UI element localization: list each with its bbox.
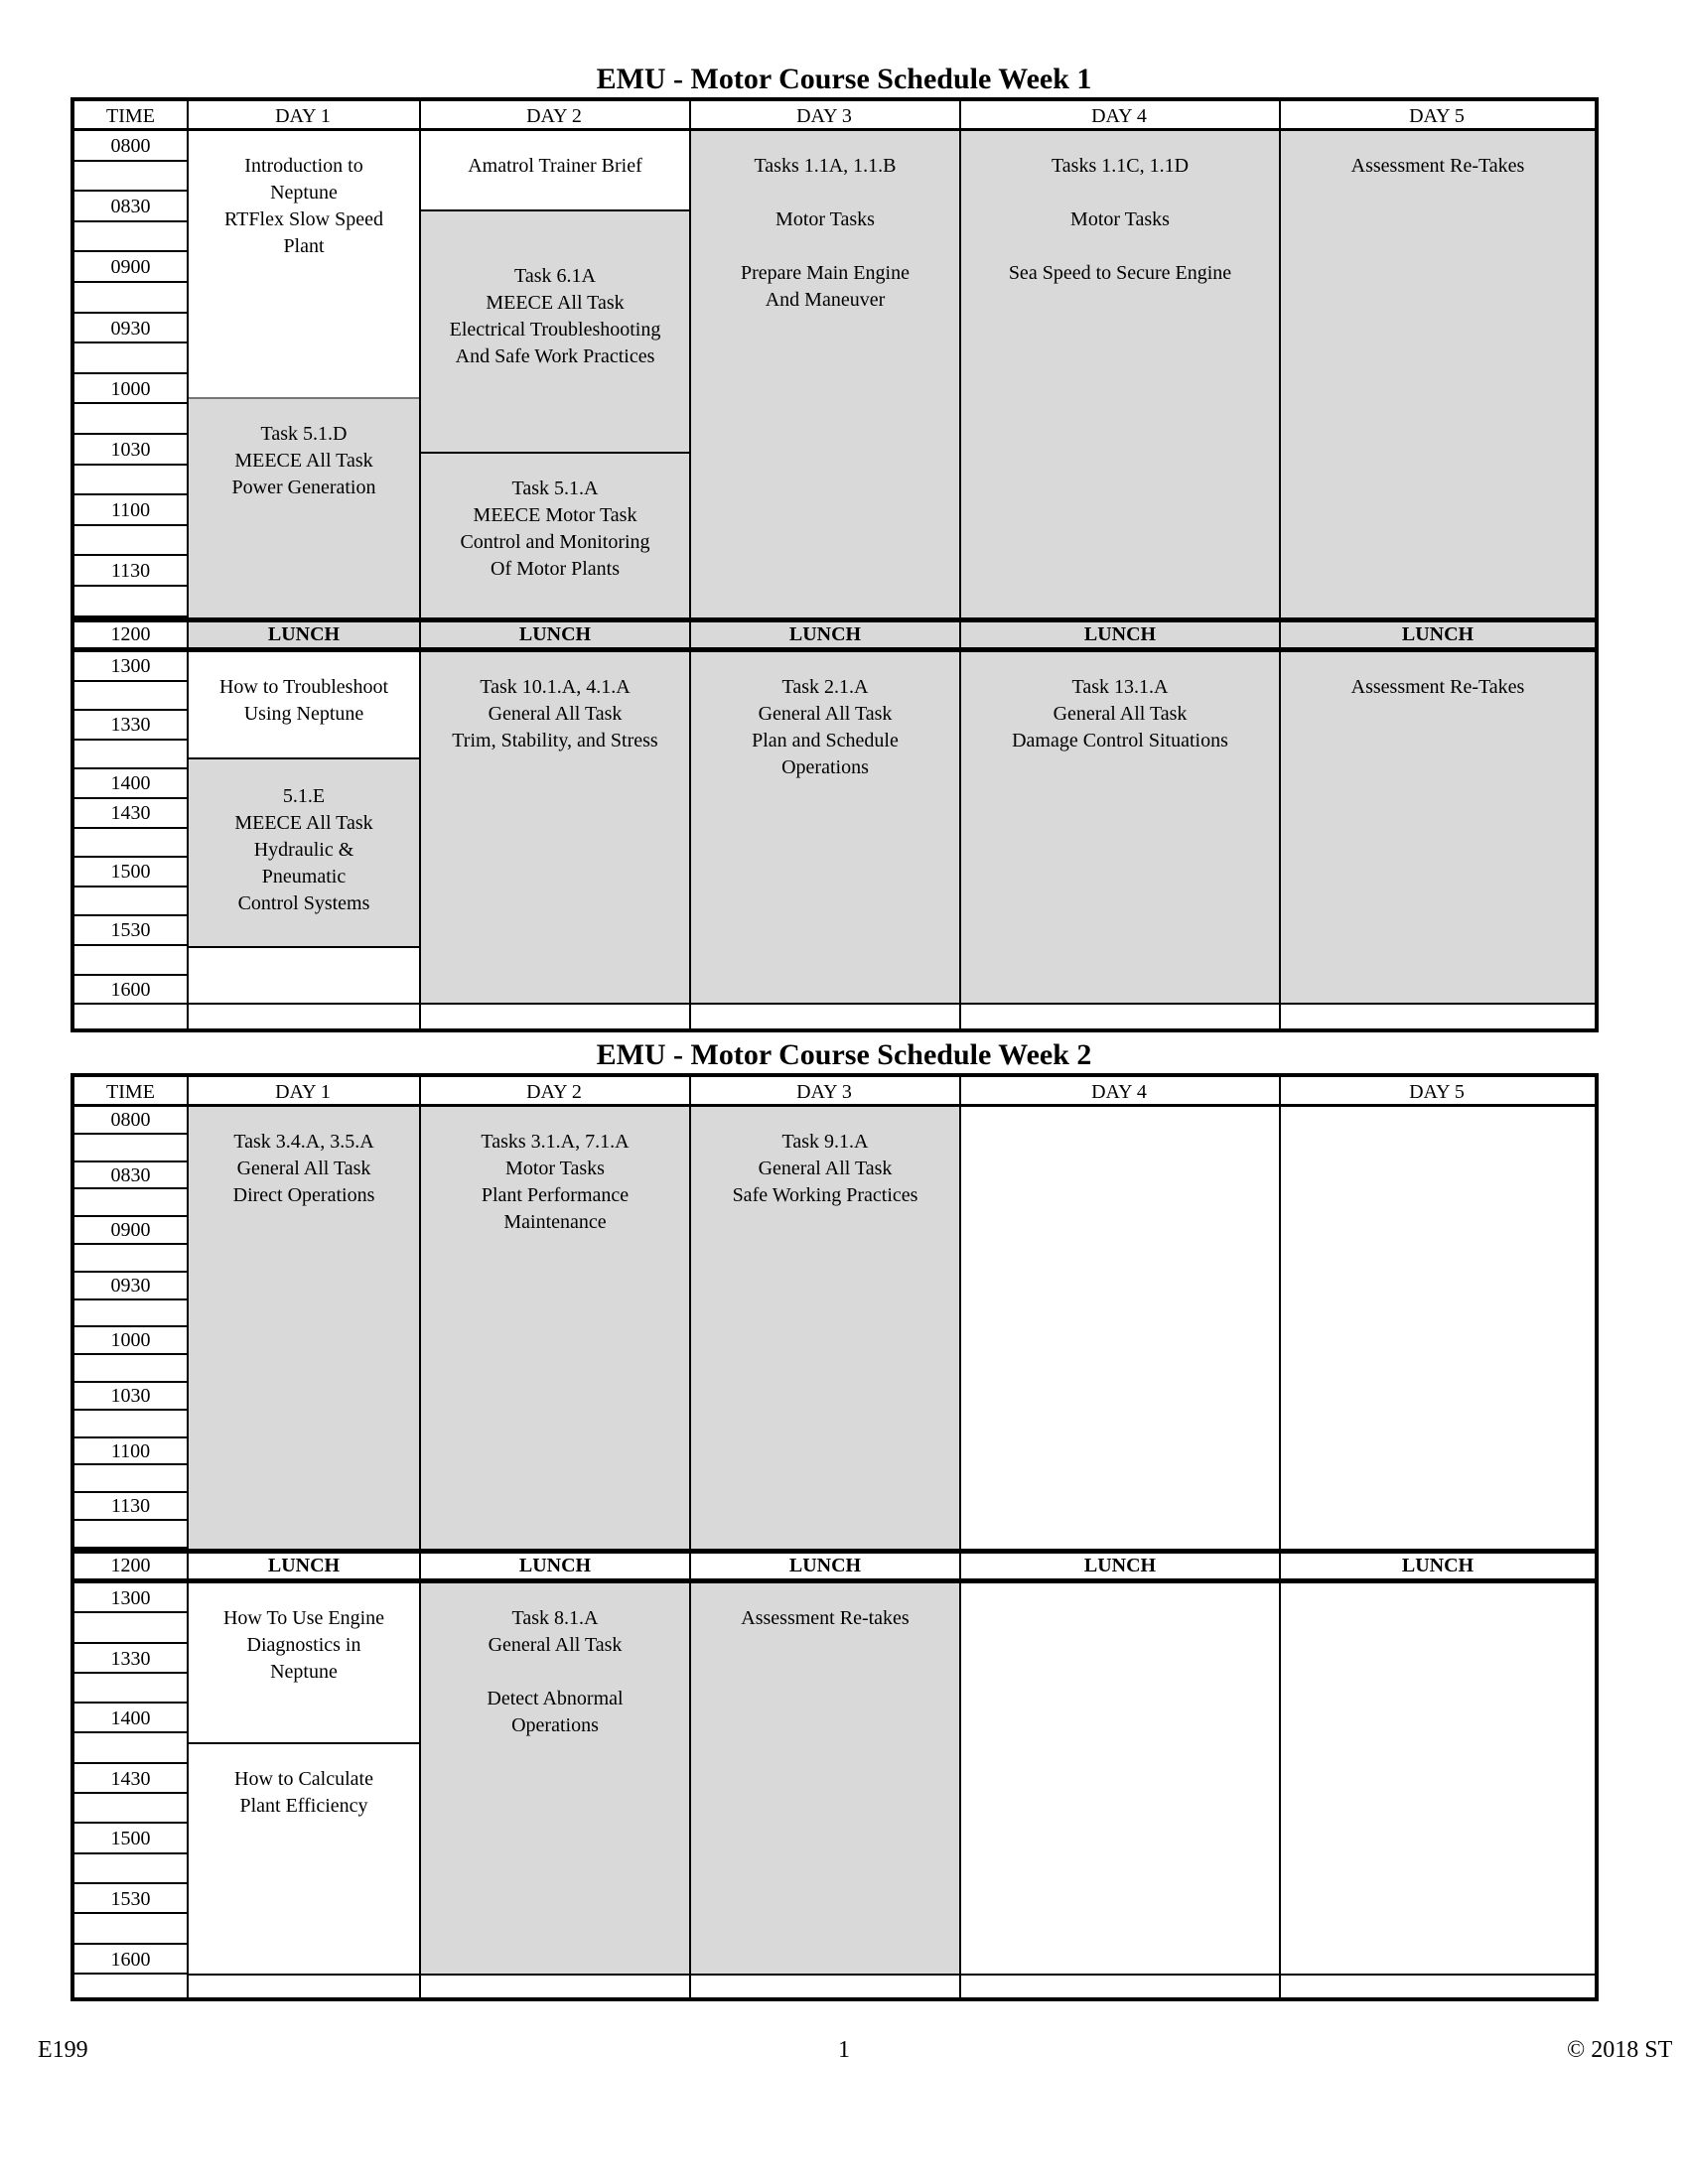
week2-day1-plant-efficiency bbox=[189, 1744, 419, 1976]
week2-day5-am bbox=[1281, 1107, 1595, 1549]
block-text: Tasks 1.1C, 1.1D Motor Tasks Sea Speed to Secure Engine bbox=[1008, 155, 1232, 284]
week2-day4-am bbox=[961, 1107, 1279, 1549]
col-divider bbox=[1279, 1077, 1281, 1997]
footer-doc-id: E199 bbox=[38, 2037, 88, 2063]
week1-day1-empty bbox=[189, 948, 419, 1003]
time-slot bbox=[74, 1300, 187, 1328]
time-slot: 1500 bbox=[74, 858, 187, 887]
col-divider bbox=[187, 101, 189, 1028]
time-slot: 1400 bbox=[74, 769, 187, 799]
col-divider bbox=[187, 1077, 189, 1997]
time-slot: 1400 bbox=[74, 1704, 187, 1733]
block-text: Amatrol Trainer Brief bbox=[468, 155, 642, 177]
time-slot: 1300 bbox=[74, 652, 187, 682]
col-divider bbox=[959, 101, 961, 1028]
time-slot bbox=[74, 466, 187, 496]
block-text: Task 9.1.A General All Task Safe Working Practices bbox=[732, 1131, 918, 1206]
time-slot: 1600 bbox=[74, 976, 187, 1006]
time-slot bbox=[74, 1465, 187, 1493]
block-text: Assessment Re-Takes bbox=[1350, 155, 1525, 177]
week2-day1-engine-diagnostics bbox=[189, 1583, 419, 1744]
time-slot bbox=[74, 1411, 187, 1438]
time-slot bbox=[74, 1674, 187, 1704]
week1-day2-task-5-1a bbox=[421, 454, 689, 617]
header-day3: DAY 3 bbox=[689, 1077, 959, 1107]
time-slot: 1030 bbox=[74, 435, 187, 466]
block-text: How To Use Engine Diagnostics in Neptune bbox=[222, 1607, 385, 1683]
lunch-day4: LUNCH bbox=[1083, 1555, 1157, 1576]
lunch-day3: LUNCH bbox=[788, 1555, 862, 1576]
time-slot bbox=[74, 682, 187, 712]
week1-day1-task-5-1-d bbox=[189, 399, 419, 617]
week1-day4-pm bbox=[961, 652, 1279, 1003]
week1-lunch-row bbox=[74, 617, 1595, 652]
time-slot: 1000 bbox=[74, 374, 187, 405]
week1-day5-pm bbox=[1281, 652, 1595, 1003]
header-day3: DAY 3 bbox=[689, 101, 959, 131]
time-slot: 1130 bbox=[74, 1493, 187, 1521]
block-text: Tasks 1.1A, 1.1.B Motor Tasks Prepare Main Engine And Maneuver bbox=[741, 155, 910, 311]
time-slot bbox=[74, 404, 187, 435]
time-slot bbox=[74, 222, 187, 253]
block-text: Task 2.1.A General All Task Plan and Schedule Operations bbox=[752, 676, 899, 778]
week1-day1-intro-neptune bbox=[189, 131, 419, 399]
time-slot: 1100 bbox=[74, 495, 187, 526]
time-slot bbox=[74, 1613, 187, 1643]
block-text: Tasks 3.1.A, 7.1.A Motor Tasks Plant Performance Maintenance bbox=[481, 1131, 630, 1233]
lunch-day1: LUNCH bbox=[189, 622, 419, 647]
time-slot bbox=[74, 1135, 187, 1162]
header-day4: DAY 4 bbox=[959, 101, 1279, 131]
time-slot bbox=[74, 1245, 187, 1273]
time-slot bbox=[74, 741, 187, 770]
week1-title: EMU - Motor Course Schedule Week 1 bbox=[596, 63, 1092, 95]
col-divider bbox=[419, 1077, 421, 1997]
lunch-day2: LUNCH bbox=[421, 622, 689, 647]
time-slot: 1300 bbox=[74, 1583, 187, 1613]
row-divider bbox=[187, 1003, 1595, 1005]
lunch-day5: LUNCH bbox=[1401, 1555, 1475, 1576]
time-slot bbox=[74, 1734, 187, 1764]
time-slot: 1000 bbox=[74, 1327, 187, 1355]
week1-day1-troubleshoot bbox=[189, 652, 419, 759]
week2-day5-pm bbox=[1281, 1583, 1595, 1976]
time-slot bbox=[74, 1189, 187, 1217]
header-time: TIME bbox=[74, 1077, 187, 1107]
week1-day3-am bbox=[691, 131, 959, 617]
week1-day1-5-1-e bbox=[189, 759, 419, 948]
lunch-day2: LUNCH bbox=[518, 1555, 592, 1576]
time-slot bbox=[74, 1355, 187, 1383]
time-slot: 1030 bbox=[74, 1383, 187, 1411]
block-text: Assessment Re-Takes bbox=[1350, 676, 1525, 698]
header-day5: DAY 5 bbox=[1279, 101, 1595, 131]
lunch-day4: LUNCH bbox=[961, 622, 1279, 647]
time-slot: 0830 bbox=[74, 1162, 187, 1190]
lunch-time: 1200 bbox=[110, 1555, 151, 1576]
header-time: TIME bbox=[74, 101, 187, 131]
time-slot bbox=[74, 1794, 187, 1824]
col-divider bbox=[959, 1077, 961, 1997]
block-text: Introduction to Neptune RTFlex Slow Speed Plant bbox=[224, 155, 383, 257]
week1-day2-amatrol bbox=[421, 131, 689, 211]
lunch-time: 1200 bbox=[74, 622, 187, 647]
header-day2: DAY 2 bbox=[419, 1077, 689, 1107]
week1-day4-am bbox=[961, 131, 1279, 617]
week2-day4-pm bbox=[961, 1583, 1279, 1976]
header-day4: DAY 4 bbox=[959, 1077, 1279, 1107]
week1-day3-pm bbox=[691, 652, 959, 1003]
week2-schedule-table bbox=[70, 1073, 1599, 2001]
time-slot: 0900 bbox=[74, 1217, 187, 1245]
time-slot: 1430 bbox=[74, 1764, 187, 1794]
lunch-day1: LUNCH bbox=[267, 1555, 341, 1576]
header-day5: DAY 5 bbox=[1279, 1077, 1595, 1107]
block-text: Task 10.1.A, 4.1.A General All Task Trim, Stability, and Stress bbox=[452, 676, 658, 751]
block-text: Task 8.1.A General All Task Detect Abnormal Operations bbox=[487, 1607, 624, 1736]
week1-schedule-table bbox=[70, 97, 1599, 1032]
col-divider bbox=[1279, 101, 1281, 1028]
time-slot bbox=[74, 283, 187, 314]
block-text: Task 6.1A MEECE All Task Electrical Troubleshooting And Safe Work Practices bbox=[449, 265, 661, 367]
time-slot: 0800 bbox=[74, 1107, 187, 1135]
week2-day2-pm bbox=[421, 1583, 689, 1976]
block-text: Task 3.4.A, 3.5.A General All Task Direct Operations bbox=[232, 1131, 375, 1206]
week2-day3-am bbox=[691, 1107, 959, 1549]
week2-title: EMU - Motor Course Schedule Week 2 bbox=[596, 1038, 1092, 1071]
footer-copyright: © 2018 ST bbox=[1567, 2037, 1673, 2063]
header-day1: DAY 1 bbox=[187, 101, 419, 131]
block-text: Assessment Re-takes bbox=[741, 1607, 910, 1629]
block-text: How to Troubleshoot Using Neptune bbox=[218, 676, 389, 725]
week1-day2-pm bbox=[421, 652, 689, 1003]
time-slot bbox=[74, 1854, 187, 1884]
time-slot: 1600 bbox=[74, 1945, 187, 1975]
time-slot bbox=[74, 1914, 187, 1944]
time-slot: 0900 bbox=[74, 252, 187, 283]
time-slot: 1330 bbox=[74, 1644, 187, 1674]
block-text: Task 5.1.D MEECE All Task Power Generation bbox=[231, 423, 376, 498]
time-slot: 1530 bbox=[74, 916, 187, 946]
time-slot: 0930 bbox=[74, 1273, 187, 1300]
time-slot: 1430 bbox=[74, 799, 187, 829]
time-slot: 1330 bbox=[74, 711, 187, 741]
week1-day2-task-6-1a bbox=[421, 211, 689, 454]
footer-page-number: 1 bbox=[838, 2037, 850, 2063]
week2-day1-am bbox=[189, 1107, 419, 1549]
time-slot bbox=[74, 887, 187, 917]
week2-day3-pm bbox=[691, 1583, 959, 1976]
time-slot bbox=[74, 946, 187, 976]
week2-lunch-row bbox=[74, 1549, 1595, 1583]
block-text: How to Calculate Plant Efficiency bbox=[234, 1768, 373, 1817]
time-slot bbox=[74, 587, 187, 617]
row-divider bbox=[187, 1974, 1595, 1976]
header-day1: DAY 1 bbox=[187, 1077, 419, 1107]
col-divider bbox=[689, 101, 691, 1028]
header-day2: DAY 2 bbox=[419, 101, 689, 131]
time-slot: 1130 bbox=[74, 556, 187, 587]
time-slot: 1530 bbox=[74, 1884, 187, 1914]
time-slot: 1100 bbox=[74, 1438, 187, 1466]
time-slot bbox=[74, 162, 187, 193]
time-slot bbox=[74, 829, 187, 859]
col-divider bbox=[689, 1077, 691, 1997]
time-slot: 0930 bbox=[74, 314, 187, 344]
time-slot bbox=[74, 343, 187, 374]
time-slot: 0800 bbox=[74, 131, 187, 162]
time-slot: 0830 bbox=[74, 192, 187, 222]
week1-day5-am bbox=[1281, 131, 1595, 617]
block-text: Task 5.1.A MEECE Motor Task Control and Monitoring Of Motor Plants bbox=[460, 478, 650, 580]
week2-day2-am bbox=[421, 1107, 689, 1549]
block-text: Task 13.1.A General All Task Damage Control Situations bbox=[1012, 676, 1228, 751]
time-slot bbox=[74, 1521, 187, 1549]
time-slot bbox=[74, 526, 187, 557]
block-text: 5.1.E MEECE All Task Hydraulic & Pneumatic Control Systems bbox=[234, 785, 373, 914]
lunch-day5: LUNCH bbox=[1281, 622, 1595, 647]
col-divider bbox=[419, 101, 421, 1028]
lunch-day3: LUNCH bbox=[691, 622, 959, 647]
time-slot: 1500 bbox=[74, 1824, 187, 1853]
